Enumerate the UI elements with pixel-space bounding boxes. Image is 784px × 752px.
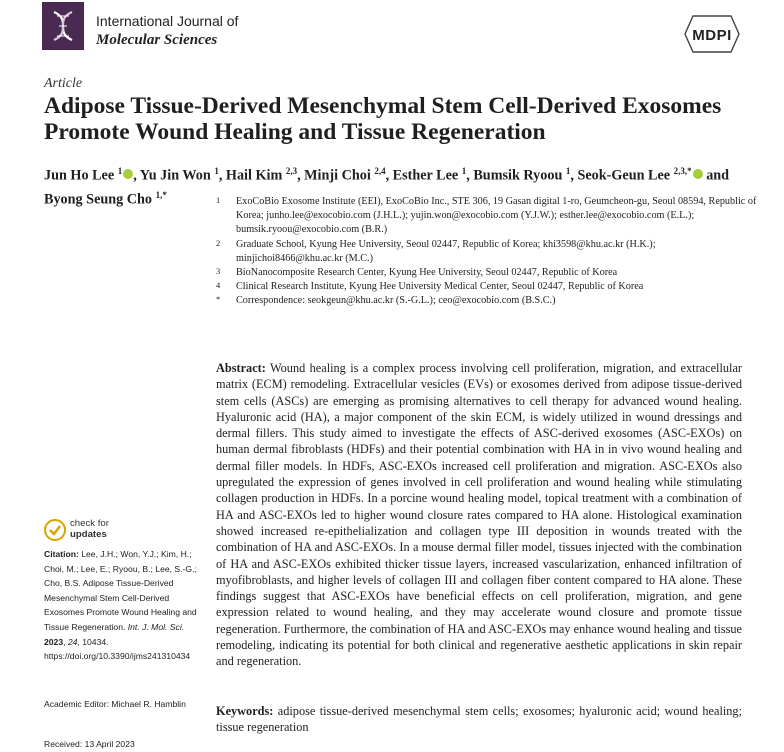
author-separator: , <box>385 167 393 184</box>
affiliation-text: Correspondence: seokgeun@khu.ac.kr (S.-G.L.); ceo@exocobio.com (B.S.C.) <box>236 295 556 307</box>
citation-year: 2023 <box>44 636 64 647</box>
citation-label: Citation: <box>44 549 79 559</box>
check-for-updates[interactable] <box>44 516 184 544</box>
affiliation-text: ExoCoBio Exosome Institute (EEI), ExoCoBio Inc., STE 306, 19 Gasan digital 1-ro, Geumcheon-gu, Seoul 08594, Republic of Korea; junho.lee@exocobio.com (J.H.L.); yujin.won@exocobio.com (Y.J.W.); esther.lee@exocobio.com (E.L.); bumsik.ryoou@exocobio.com (B.R.) <box>236 196 757 236</box>
affiliation-item <box>216 266 761 280</box>
author-separator: , <box>570 167 578 184</box>
author-affiliation-mark: 2,3,* <box>673 166 692 176</box>
affiliation-mark: * <box>216 294 221 305</box>
check-updates-line2: updates <box>70 529 107 540</box>
academic-editor: Academic Editor: Michael R. Hamblin <box>44 699 186 709</box>
citation-doi[interactable]: , 10434. https://doi.org/10.3390/ijms241310434 <box>44 636 191 662</box>
citation-text: Lee, J.H.; Won, Y.J.; Kim, H.; Choi, M.; Lee, E.; Ryoou, B.; Lee, S.-G.; Cho, B.S. Adipose Tissue-Derived Mesenchymal Stem Cell-Derived Exosomes Promote Wound Healing and Tissue Regeneration. <box>44 549 197 632</box>
citation: Citation: Lee, J.H.; Won, Y.J.; Kim, H.; Choi, M.; Lee, E.; Ryoou, B.; Lee, S.-G.; Cho, B.S. Adipose Tissue-Derived Mesenchymal Stem Cell-Derived Exosomes Promote Wound Healing and Tissue Regeneration. Int. J. Mol. Sci. 2023, 24, 10434. https://doi.org/10.3390/ijms241310434 <box>44 549 197 662</box>
author-name: Hail Kim <box>225 167 283 184</box>
check-for-updates-icon <box>44 519 66 541</box>
affiliation-item <box>216 280 761 294</box>
affiliation-mark: 4 <box>216 280 221 291</box>
affiliation-item <box>216 238 761 266</box>
citation-volume: 24 <box>67 636 78 647</box>
author-affiliation-mark: 1 <box>117 166 123 176</box>
abstract <box>216 360 742 670</box>
abstract-label: Abstract: <box>216 361 266 375</box>
dna-helix-icon <box>42 2 84 50</box>
check-updates-line1: check for <box>70 518 109 529</box>
author-affiliation-mark: 1 <box>565 166 571 176</box>
author-name: Bumsik Ryoou <box>473 167 563 184</box>
author-name: Yu Jin Won <box>139 167 211 184</box>
journal-logo <box>42 2 84 50</box>
article-title: Adipose Tissue-Derived Mesenchymal Stem Cell-Derived Exosomes Promote Wound Healing and Tissue Regeneration <box>44 93 722 145</box>
affiliation-text: Graduate School, Kyung Hee University, Seoul 02447, Republic of Korea; khi3598@khu.ac.kr (H.K.); minjichoi8466@khu.ac.kr (M.C.) <box>236 238 656 264</box>
author-name: Minji Choi <box>304 167 371 184</box>
author-affiliation-mark: 2,4 <box>374 166 386 176</box>
author-separator: , <box>297 167 305 184</box>
author-affiliation-mark: 1 <box>461 166 467 176</box>
keywords-label: Keywords: <box>216 704 274 718</box>
affiliations <box>216 195 761 309</box>
author-name: Esther Lee <box>392 167 459 184</box>
author-affiliation-mark: 1,* <box>155 189 167 200</box>
publisher-logo <box>683 14 741 54</box>
author-separator: , <box>133 167 140 184</box>
journal-name-line1: International Journal of <box>96 13 239 29</box>
orcid-icon[interactable] <box>693 169 703 179</box>
affiliation-item <box>216 195 761 238</box>
affiliation-mark: 1 <box>216 195 221 205</box>
affiliation-item <box>216 294 761 308</box>
orcid-icon[interactable] <box>123 169 133 179</box>
article-type: Article <box>44 76 83 91</box>
affiliation-mark: 3 <box>216 266 221 277</box>
author-name: Seok-Geun Lee <box>577 167 671 184</box>
keywords <box>216 703 742 736</box>
author-separator: , <box>218 167 226 184</box>
keywords-text: adipose tissue-derived mesenchymal stem cells; exosomes; hyaluronic acid; wound healing; tissue regeneration <box>216 704 742 735</box>
citation-journal: Int. J. Mol. Sci. <box>127 621 185 632</box>
affiliation-mark: 2 <box>216 237 221 248</box>
affiliation-text: BioNanocomposite Research Center, Kyung Hee University, Seoul 02447, Republic of Korea <box>236 267 618 279</box>
author-separator: and <box>702 167 730 184</box>
author-affiliation-mark: 1 <box>214 166 219 176</box>
journal-name-line2: Molecular Sciences <box>96 32 218 48</box>
publisher-name: MDPI <box>692 27 732 44</box>
affiliation-text: Clinical Research Institute, Kyung Hee University Medical Center, Seoul 02447, Republic of Korea <box>236 281 644 293</box>
author-name: Jun Ho Lee <box>44 167 115 184</box>
received-date: Received: 13 April 2023 <box>44 739 135 749</box>
abstract-text: Wound healing is a complex process involving cell proliferation, migration, and extracellular matrix (ECM) remodeling. Extracellular vesicles (EVs) or exosomes derived from adipose tissue-derived stem cells (ASCs) are emerging as promising alternatives to cell therapy for advanced wound healing. Hyaluronic acid (HA), a major component of the skin ECM, is widely utilized in wound dressings and dermal fillers. This study aimed to investigate the effects of ASC-derived exosomes (ASC-EXOs) on human dermal fibroblasts (HDFs) and their potential combination with HA in in vivo wound healing and dermal filler models. In HDFs, ASC-EXOs increased cell proliferation and migration. ASC-EXOs also upregulated the expression of genes involved in cell proliferation and wound healing while stimulating collagen production in HDFs. In a porcine wound healing model, topical treatment with a combination of HA and ASC-EXOs led to higher wound closure rates compared to HA alone. Histological examination showed increased re-epithelialization and collagen type III deposition in wounds treated with the combination of HA and ASC-EXOs. In a mouse dermal filler model, tissues injected with the combination of HA and ASC-EXOs exhibited thicker tissue layers, increased vascularization, enhanced infiltration of myofibroblasts, and higher levels of collagen III and collagen fiber content compared to HA alone. These findings suggest that ASC-EXOs have beneficial effects on cell proliferation, migration, and gene expression related to wound healing, and they may accelerate wound closure and promote tissue regeneration. Furthermore, the combination of HA and ASC-EXOs may enhance wound healing and tissue remodeling, indicating its potential for both clinical and regenerative aesthetic applications in skin repair and regeneration. <box>216 361 742 669</box>
journal-name <box>96 12 238 50</box>
author-separator: , <box>466 167 474 184</box>
author-affiliation-mark: 2,3 <box>285 166 298 176</box>
author-name: Byong Seung Cho <box>44 191 153 208</box>
